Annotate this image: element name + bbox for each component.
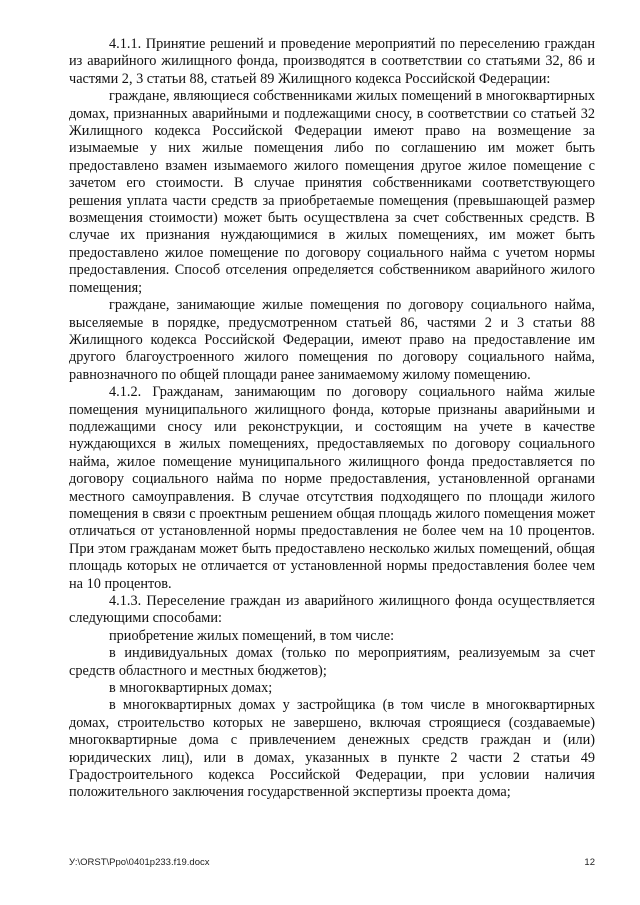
paragraph-4-1-3: 4.1.3. Переселение граждан из аварийного жилищного фонда осуществляется следующими способами: — [69, 593, 595, 627]
paragraph-individual-houses: в индивидуальных домах (только по мероприятиям, реализуемым за счет средств областного и местных бюджетов); — [69, 645, 595, 679]
paragraph-owners: граждане, являющиеся собственниками жилых помещений в многоквартирных домах, признанных аварийными и подлежащими сносу, в соответствии со статьей 32 Жилищного кодекса Российской Федерации имеют право на возмещение за изымаемые у них жилые помещения либо по соглашению им может быть предоставлено взамен изымаемого жилого помещения другое жилое помещение с зачетом его стоимости. В случае принятия собственниками соответствующего решения уплата части средств за приобретаемые помещения (превышающей размер возмещения стоимости) может быть осуществлена за счет собственных средств. В случае их признания нуждающимися в жилых помещениях, им может быть предоставлено жилое помещение по договору социального найма с учетом нормы предоставления. Способ отселения определяется собственником аварийного жилого помещения; — [69, 88, 595, 296]
paragraph-apartment-buildings: в многоквартирных домах; — [109, 680, 273, 697]
paragraph-4-1-1: 4.1.1. Принятие решений и проведение мероприятий по переселению граждан из аварийного жилищного фонда, производятся в соответствии со статьями 32, 86 и частями 2, 3 статьи 88, статьей 89 Жилищного кодекса Российской Федерации: — [69, 36, 595, 87]
page-footer — [69, 857, 595, 868]
page-number: 12 — [584, 857, 595, 868]
paragraph-social-tenants: граждане, занимающие жилые помещения по договору социального найма, выселяемые в порядке, предусмотренном статьей 86, частями 2 и 3 статьи 88 Жилищного кодекса Российской Федерации, имеют право на предоставление им другого благоустроенного жилого помещения по договору социального найма, равнозначного по общей площади ранее занимаемому жилому помещению. — [69, 297, 595, 383]
paragraph-4-1-2: 4.1.2. Гражданам, занимающим по договору социального найма жилые помещения муниципального жилищного фонда, которые признаны аварийными и подлежащими сносу или реконструкции, и состоящим на учете в качестве нуждающихся в жилых помещениях, предоставляемых по договору социального найма, жилое помещение муниципального жилищного фонда предоставляется по договору социального найма по норме предоставления, установленной органами местного самоуправления. В случае отсутствия подходящего по площади жилого помещения в связи с проектным решением общая площадь жилого помещения может отличаться от установленной нормы предоставления не более чем на 10 процентов. При этом гражданам может быть предоставлено несколько жилых помещений, общая площадь которых не отличается от установленной нормы предоставления более чем на 10 процентов. — [69, 384, 595, 592]
paragraph-acquisition: приобретение жилых помещений, в том числе: — [109, 627, 395, 644]
paragraph-developer: в многоквартирных домах у застройщика (в том числе в многоквартирных домах, строительство которых не завершено, включая строящиеся (создаваемые) многоквартирные дома с привлечением денежных средств граждан и (или) юридических лиц), или в домах, указанных в пункте 2 части 2 статьи 49 Градостроительного кодекса Российской Федерации, при условии наличия положительного заключения государственной экспертизы проекта дома; — [69, 697, 595, 801]
footer-file-path: У:\ORST\Ppo\0401p233.f19.docx — [69, 857, 210, 868]
document-body — [69, 36, 595, 802]
